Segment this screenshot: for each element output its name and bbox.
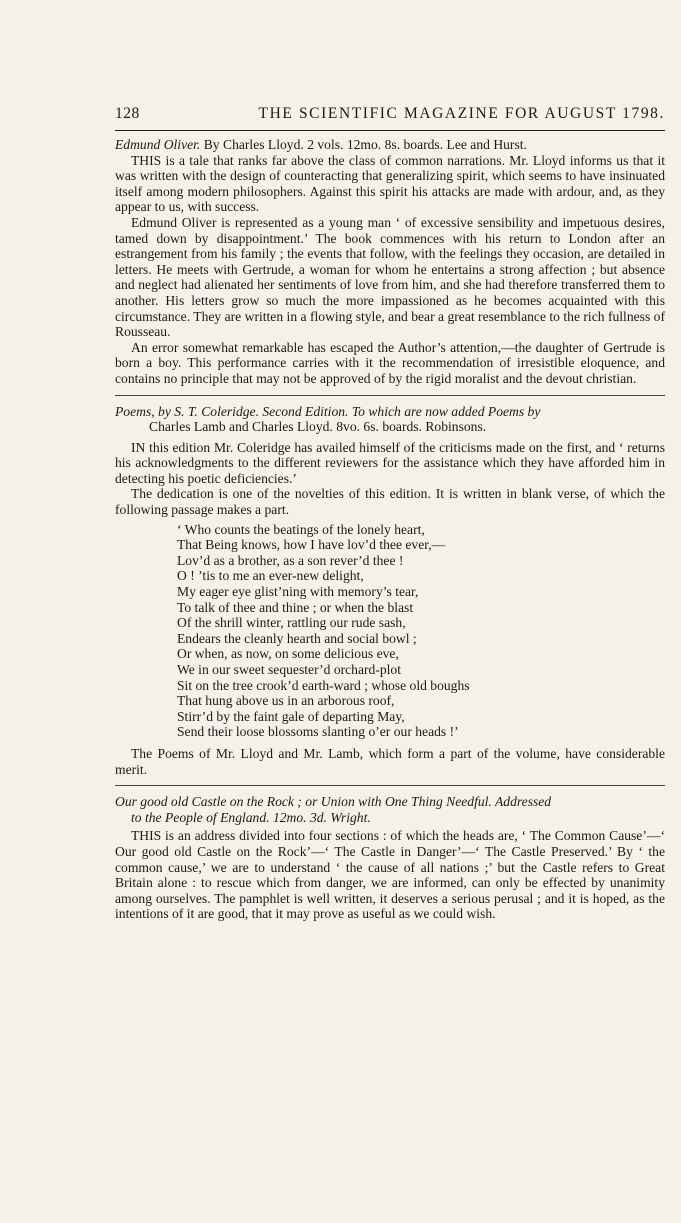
review-paragraph: THIS is an address divided into four sections : of which the heads are, ‘ The Common Cause’—‘ Our good old Castle on the Rock’—‘ The Castle in Danger’—‘ The Castle Preserved.’ By ‘ the common cause,’ we are to understand ‘ the cause of all nations ;’ but the Castle refers to Great Britain alone : to rescue which from danger, we are informed, can only be effected by unanimity among ourselves. The pamphlet is well written, it deserves a serious perusal ; and it is hoped, as the intentions of it are good, that it may prove as useful as we could wish. xyxy=(115,828,665,922)
poem-line: Or when, as now, on some delicious eve, xyxy=(177,646,399,662)
poem-line: To talk of thee and thine ; or when the blast xyxy=(177,599,414,615)
review-title-cont: Charles Lamb and Charles Lloyd. 8vo. 6s. boards. Robinsons. xyxy=(149,419,487,435)
review-title-cont: to the People of England. 12mo. 3d. Wright. xyxy=(131,809,371,825)
header-rule xyxy=(115,130,665,131)
review-title-rest: By Charles Lloyd. 2 vols. 12mo. 8s. boards. Lee and Hurst. xyxy=(203,137,527,152)
poem-line: Sit on the tree crook’d earth-ward ; whose old boughs xyxy=(177,677,470,693)
section-divider xyxy=(115,395,665,396)
review-paragraph: The Poems of Mr. Lloyd and Mr. Lamb, which form a part of the volume, have considerable merit. xyxy=(115,745,665,777)
review-edmund-oliver xyxy=(115,137,665,387)
review-coleridge-poems xyxy=(115,404,665,778)
poem-line: ‘ Who counts the beatings of the lonely heart, xyxy=(177,521,425,537)
review-castle-on-the-rock xyxy=(115,794,665,922)
poem-line: That hung above us in an arborous roof, xyxy=(177,693,395,709)
review-title xyxy=(115,137,665,153)
review-paragraph: The dedication is one of the novelties of this edition. It is written in blank verse, of which the following passage makes a part. xyxy=(115,486,665,518)
poem-line: O ! ’tis to me an ever-new delight, xyxy=(177,568,364,584)
poem-excerpt xyxy=(115,522,665,740)
poem-line: Of the shrill winter, rattling our rude sash, xyxy=(177,615,406,631)
page-number: 128 xyxy=(115,105,140,122)
review-paragraph: IN this edition Mr. Coleridge has availed himself of the criticisms made on the first, and ‘ returns his acknowledgments to the different reviewers for the assistance which they have afforded him in detecting his poetic deficiencies.’ xyxy=(115,439,665,486)
page-column xyxy=(115,106,665,928)
review-paragraph: Edmund Oliver is represented as a young man ‘ of excessive sensibility and impetuous desires, tamed down by disappointment.’ The book commences with his return to London after an estrangement from his family ; the events that follow, with the feelings they occasion, are detailed in letters. He meets with Gertrude, a woman for whom he entertains a strong affection ; but absence and neglect had alienated her sentiments of love from him, and she had therefore transferred them to another. His letters grow so much the more impassioned as he becomes acquainted with this circumstance. They are written in a flowing style, and bear a great resemblance to the rich fullness of Rousseau. xyxy=(115,214,665,340)
poem-line: My eager eye glist’ning with memory’s tear, xyxy=(177,584,419,600)
poem-line: Stirr’d by the faint gale of departing May, xyxy=(177,708,405,724)
poem-line: Endears the cleanly hearth and social bowl ; xyxy=(177,630,417,646)
poem-line: That Being knows, how I have lov’d thee ever,— xyxy=(177,537,446,553)
poem-line: We in our sweet sequester’d orchard-plot xyxy=(177,662,402,677)
review-paragraph: An error somewhat remarkable has escaped the Author’s attention,—the daughter of Gertrude is born a boy. This performance carries with it the recommendation of irresistible eloquence, and contains no principle that may not be approved of by the rigid moralist and the devout christian. xyxy=(115,339,665,386)
review-title: Our good old Castle on the Rock ; or Union with One Thing Needful. Addressed xyxy=(115,794,552,810)
running-header xyxy=(115,106,665,126)
review-paragraph: THIS is a tale that ranks far above the class of common narrations. Mr. Lloyd informs us that it was written with the design of counteracting that generalizing spirit, which seems to have insinuated itself among modern philosophers. Against this spirit his attacks are made with ardour, and, as they appear to us, with success. xyxy=(115,152,665,215)
poem-line: Send their loose blossoms slanting o’er our heads !’ xyxy=(177,724,459,740)
review-title: Poems, by S. T. Coleridge. Second Edition. To which are now added Poems by xyxy=(115,403,541,419)
section-divider xyxy=(115,785,665,786)
review-title-italic: Edmund Oliver. xyxy=(115,137,201,152)
poem-line: Lov’d as a brother, as a son rever’d thee ! xyxy=(177,552,404,568)
running-title: THE SCIENTIFIC MAGAZINE FOR AUGUST 1798. xyxy=(258,105,665,122)
